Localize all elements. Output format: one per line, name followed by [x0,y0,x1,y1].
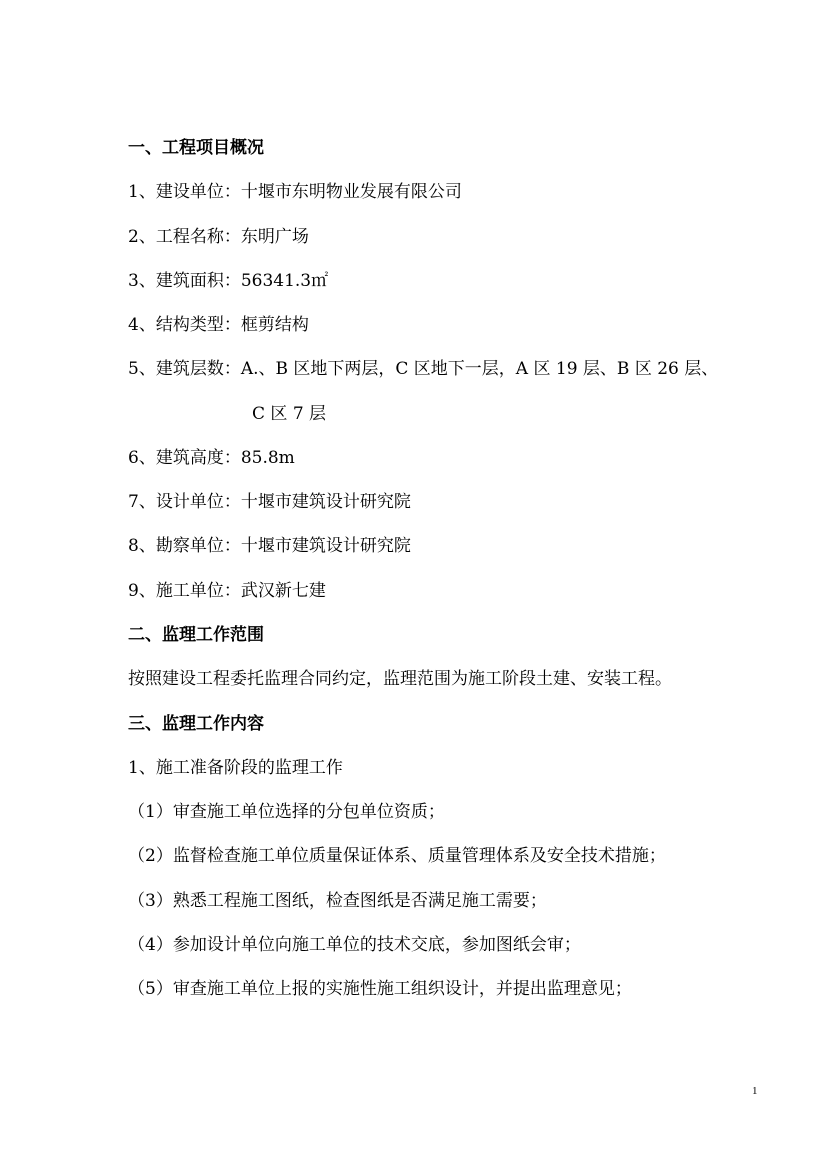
section2-heading: 二、监理工作范围 [128,625,264,645]
section1-heading: 一、工程项目概况 [128,138,264,158]
work-item-5: （5）审查施工单位上报的实施性施工组织设计，并提出监理意见； [128,979,632,999]
work-item-1: （1）审查施工单位选择的分包单位资质； [128,802,445,822]
project-item-7: 7、设计单位：十堰市建筑设计研究院 [128,492,411,512]
section3-subheading: 1、施工准备阶段的监理工作 [128,758,343,778]
project-item-9: 9、施工单位：武汉新七建 [128,581,326,601]
project-item-8: 8、勘察单位：十堰市建筑设计研究院 [128,536,411,556]
project-item-4: 4、结构类型：框剪结构 [128,315,309,335]
project-item-5-continued: C 区 7 层 [252,404,327,424]
project-item-1: 1、建设单位：十堰市东明物业发展有限公司 [128,182,462,202]
work-item-4: （4）参加设计单位向施工单位的技术交底，参加图纸会审； [128,935,581,955]
page-number: 1 [752,1085,758,1097]
scope-paragraph: 按照建设工程委托监理合同约定，监理范围为施工阶段土建、安装工程。 [128,669,672,689]
project-item-6: 6、建筑高度：85.8m [128,448,295,468]
work-item-3: （3）熟悉工程施工图纸，检查图纸是否满足施工需要； [128,891,547,911]
project-item-5: 5、建筑层数：A.、B 区地下两层，C 区地下一层，A 区 19 层、B 区 26 层、 [128,359,719,379]
project-item-2: 2、工程名称：东明广场 [128,227,309,247]
project-item-3: 3、建筑面积：56341.3㎡ [128,271,329,291]
section3-heading: 三、监理工作内容 [128,714,264,734]
work-item-2: （2）监督检查施工单位质量保证体系、质量管理体系及安全技术措施； [128,846,666,866]
